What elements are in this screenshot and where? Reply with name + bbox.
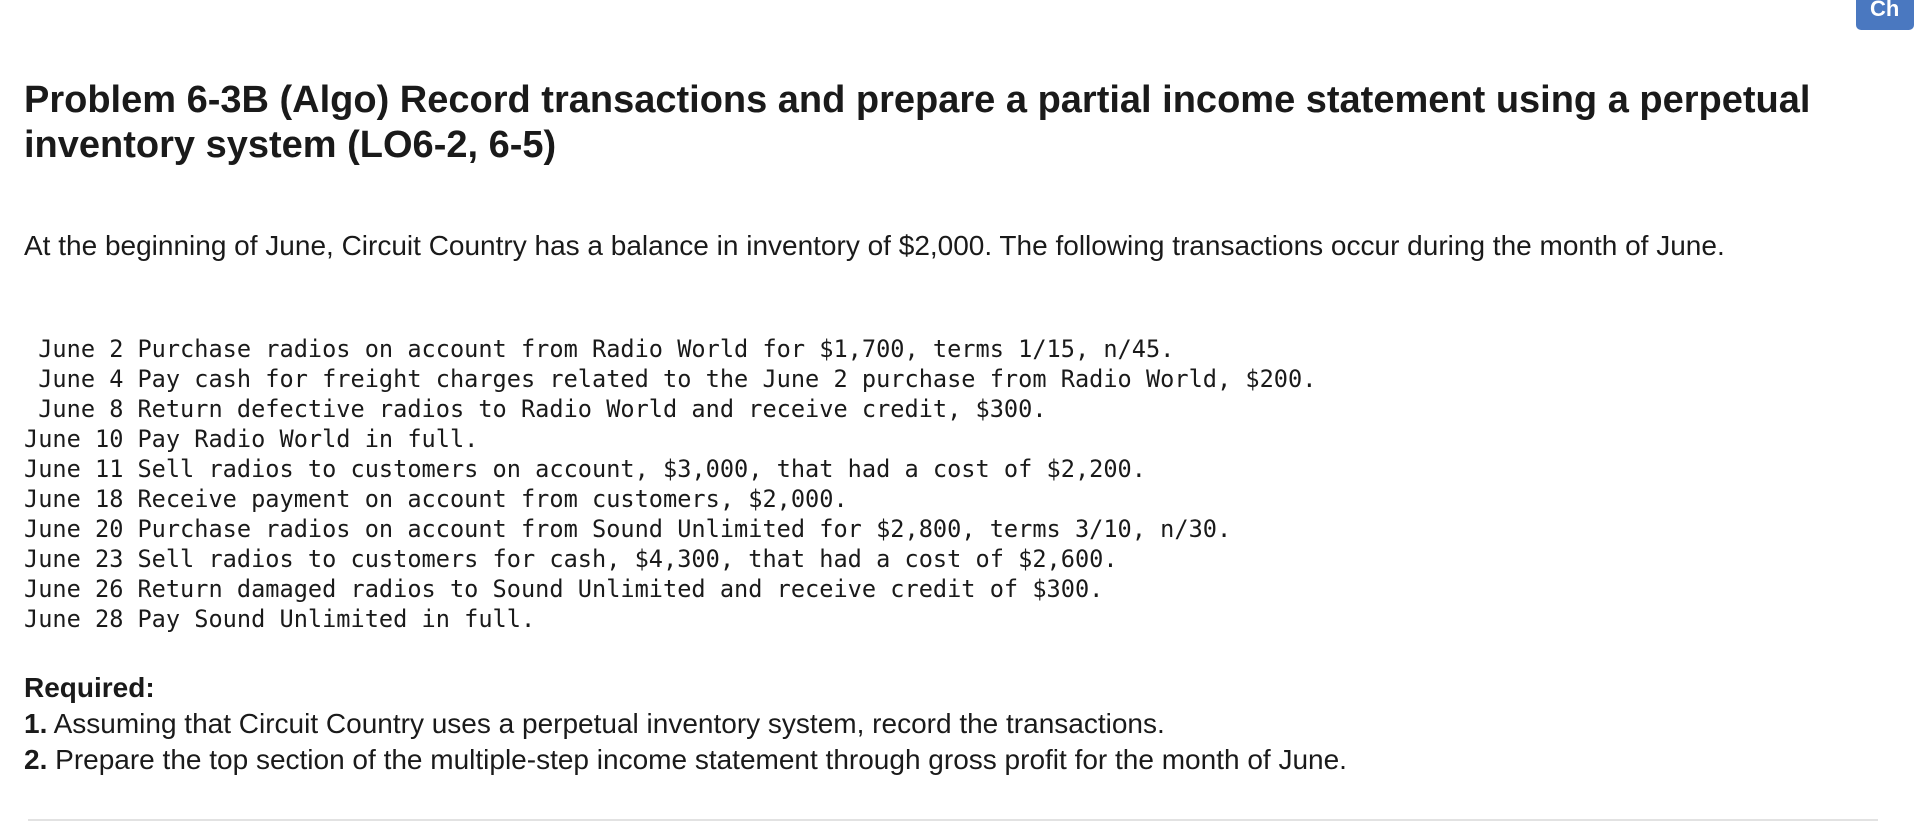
transaction-description: Return defective radios to Radio World and receive credit, $300. (137, 395, 1047, 423)
required-item-number: 1. (24, 708, 48, 739)
transaction-date: June 23 (24, 545, 124, 573)
transaction-description: Receive payment on account from customers, $2,000. (137, 485, 848, 513)
corner-button[interactable]: Ch (1856, 0, 1914, 30)
transaction-date: June 10 (24, 425, 124, 453)
transaction-description: Sell radios to customers for cash, $4,300, that had a cost of $2,600. (137, 545, 1118, 573)
required-item (24, 706, 1894, 742)
transaction-description: Purchase radios on account from Sound Unlimited for $2,800, terms 3/10, n/30. (137, 515, 1232, 543)
transaction-row (24, 454, 1316, 484)
transaction-row (24, 574, 1316, 604)
required-item-number: 2. (24, 744, 48, 775)
problem-intro: At the beginning of June, Circuit Country has a balance in inventory of $2,000. The following transactions occur during the month of June. (24, 230, 1725, 261)
transaction-description: Sell radios to customers on account, $3,000, that had a cost of $2,200. (137, 455, 1146, 483)
transaction-row (24, 364, 1316, 394)
transaction-row (24, 424, 1316, 454)
required-section (24, 670, 1894, 778)
transaction-date: June 18 (24, 485, 124, 513)
transaction-date: June 4 (38, 365, 124, 393)
transaction-row (24, 334, 1316, 364)
transaction-date: June 11 (24, 455, 124, 483)
transaction-description: Pay Sound Unlimited in full. (137, 605, 536, 633)
section-divider (28, 819, 1878, 821)
transaction-date: June 2 (38, 335, 124, 363)
transaction-date: June 28 (24, 605, 124, 633)
required-item-text: Prepare the top section of the multiple-step income statement through gross profit for the month of June. (55, 744, 1347, 775)
transaction-date: June 20 (24, 515, 124, 543)
transaction-description: Purchase radios on account from Radio World for $1,700, terms 1/15, n/45. (137, 335, 1175, 363)
transaction-row (24, 544, 1316, 574)
required-item (24, 742, 1894, 778)
transactions-table (24, 334, 1316, 634)
transaction-description: Pay cash for freight charges related to the June 2 purchase from Radio World, $200. (137, 365, 1317, 393)
transaction-row (24, 514, 1316, 544)
required-heading: Required: (24, 672, 155, 703)
transaction-date: June 26 (24, 575, 124, 603)
transaction-row (24, 394, 1316, 424)
transaction-description: Return damaged radios to Sound Unlimited and receive credit of $300. (137, 575, 1104, 603)
problem-title: Problem 6-3B (Algo) Record transactions and prepare a partial income statement using a perpetual inventory system (LO6-2, 6-5) (24, 79, 1811, 166)
transaction-description: Pay Radio World in full. (137, 425, 479, 453)
transaction-date: June 8 (38, 395, 124, 423)
required-item-text: Assuming that Circuit Country uses a perpetual inventory system, record the transactions. (53, 708, 1165, 739)
transaction-row (24, 604, 1316, 634)
transaction-row (24, 484, 1316, 514)
